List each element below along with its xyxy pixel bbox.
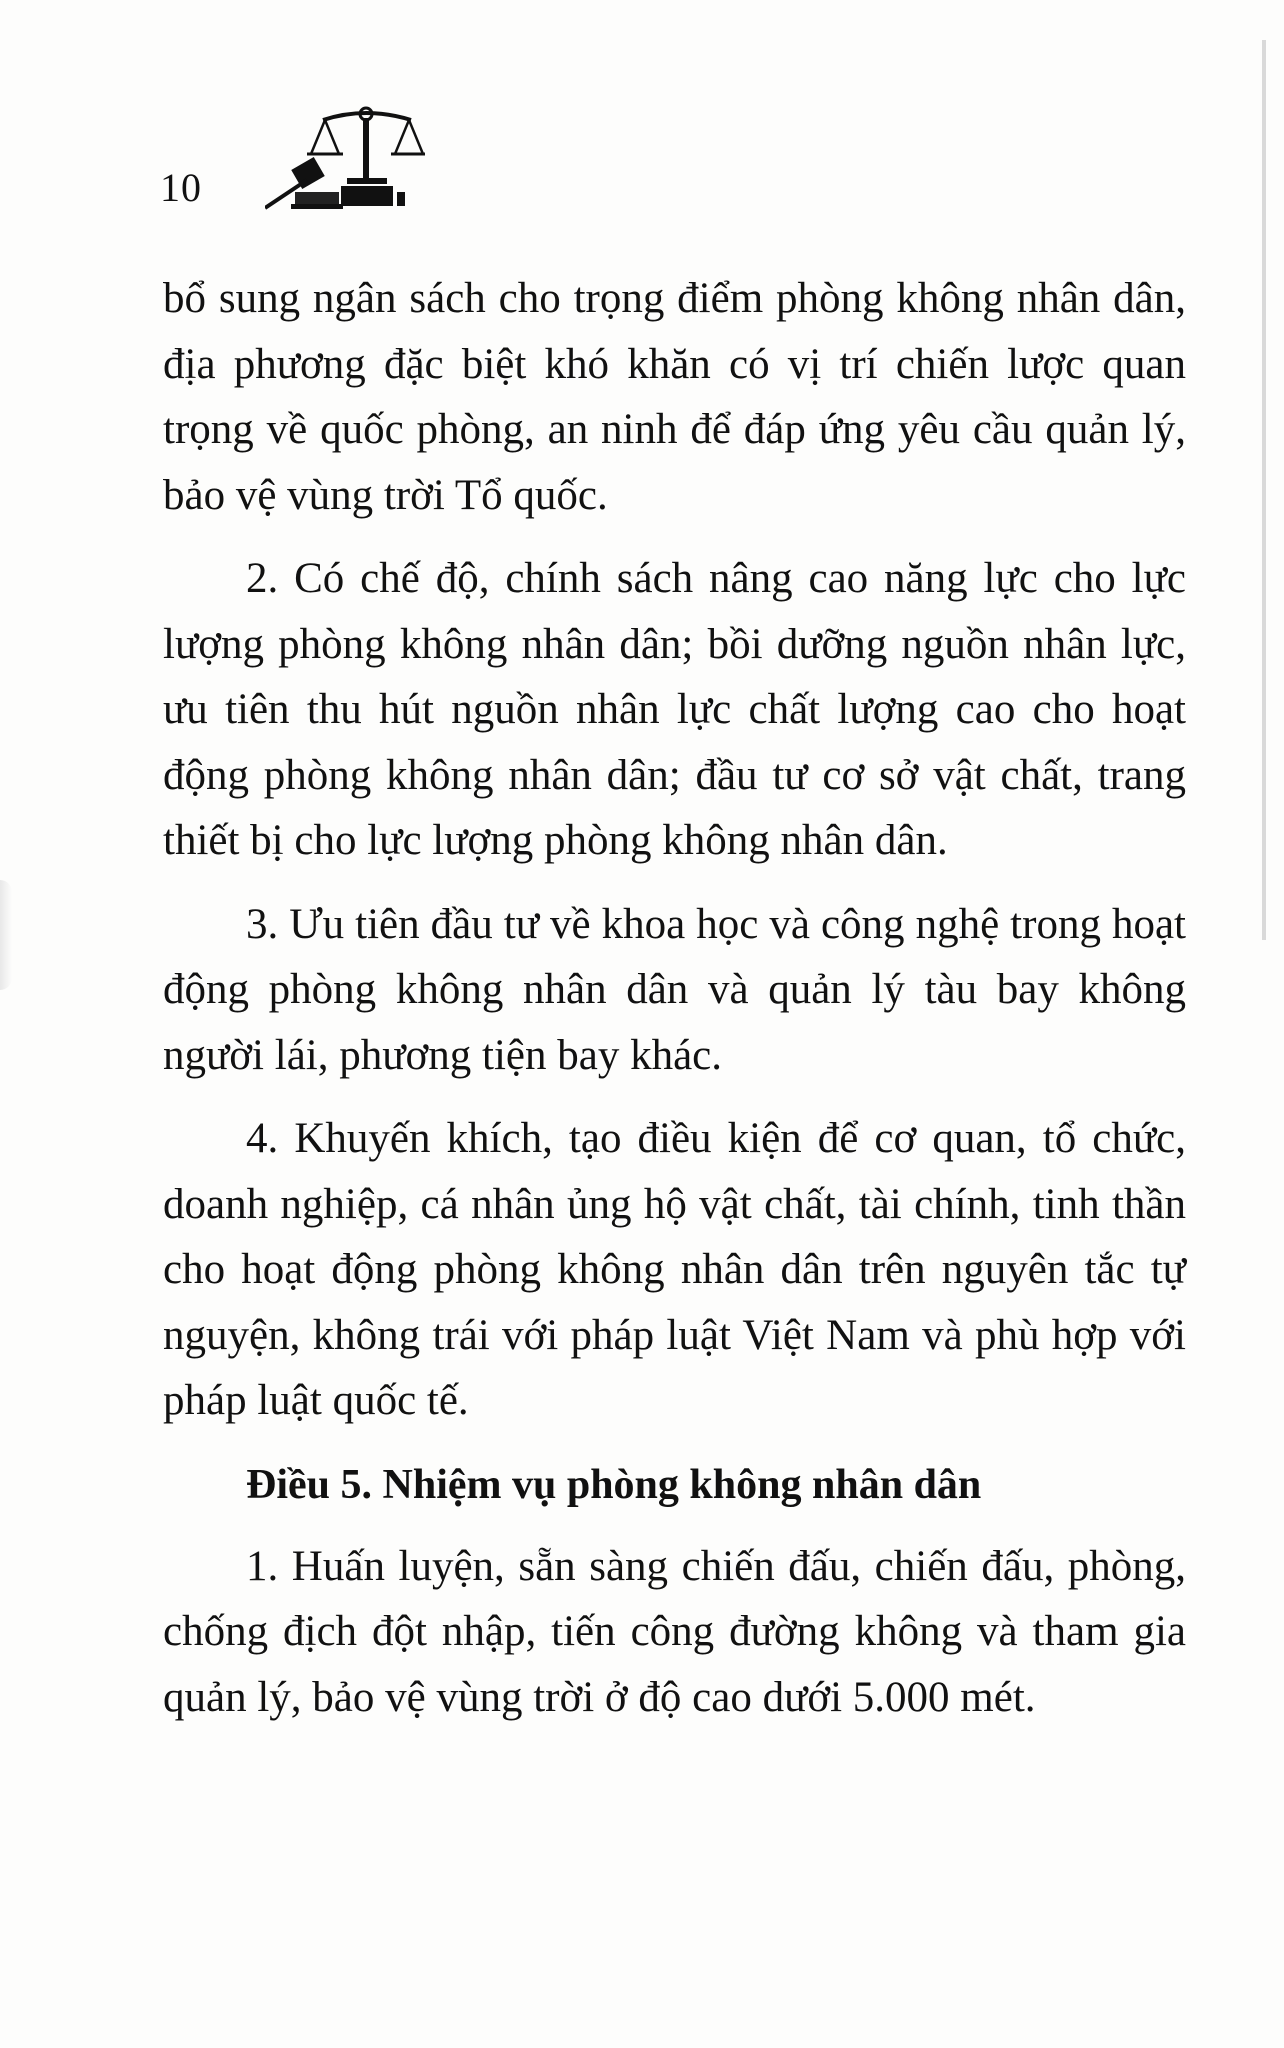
page-body <box>163 266 1186 1748</box>
article-heading: Điều 5. Nhiệm vụ phòng không nhân dân <box>246 1461 982 1508</box>
paragraph-item-4: 4. Khuyến khích, tạo điều kiện để cơ quan, tổ chức, doanh nghiệp, cá nhân ủng hộ vật chất, tài chính, tinh thần cho hoạt động phòng không nhân dân trên nguyên tắc tự nguyện, không trái với pháp luật Việt Nam và phù hợp với pháp luật quốc tế. <box>163 1115 1186 1424</box>
page-edge <box>1262 40 1266 940</box>
page-header <box>160 100 460 220</box>
page-number: 10 <box>160 165 202 210</box>
paragraph-continuation: bổ sung ngân sách cho trọng điểm phòng không nhân dân, địa phương đặc biệt khó khăn có vị trí chiến lược quan trọng về quốc phòng, an ninh để đáp ứng yêu cầu quản lý, bảo vệ vùng trời Tổ quốc. <box>163 275 1186 519</box>
paragraph-item-3: 3. Ưu tiên đầu tư về khoa học và công nghệ trong hoạt động phòng không nhân dân và quản lý tàu bay không người lái, phương tiện bay khác. <box>163 900 1186 1079</box>
paragraph-item-2: 2. Có chế độ, chính sách nâng cao năng lực cho lực lượng phòng không nhân dân; bồi dưỡng nguồn nhân lực, ưu tiên thu hút nguồn nhân lực chất lượng cao cho hoạt động phòng không nhân dân; đầu tư cơ sở vật chất, trang thiết bị cho lực lượng phòng không nhân dân. <box>163 555 1186 864</box>
binding-shadow <box>0 880 12 990</box>
article-paragraph-1: 1. Huấn luyện, sẵn sàng chiến đấu, chiến đấu, phòng, chống địch đột nhập, tiến công đường không và tham gia quản lý, bảo vệ vùng trời ở độ cao dưới 5.000 mét. <box>163 1542 1186 1721</box>
scales-of-justice-gavel-icon <box>265 100 425 215</box>
